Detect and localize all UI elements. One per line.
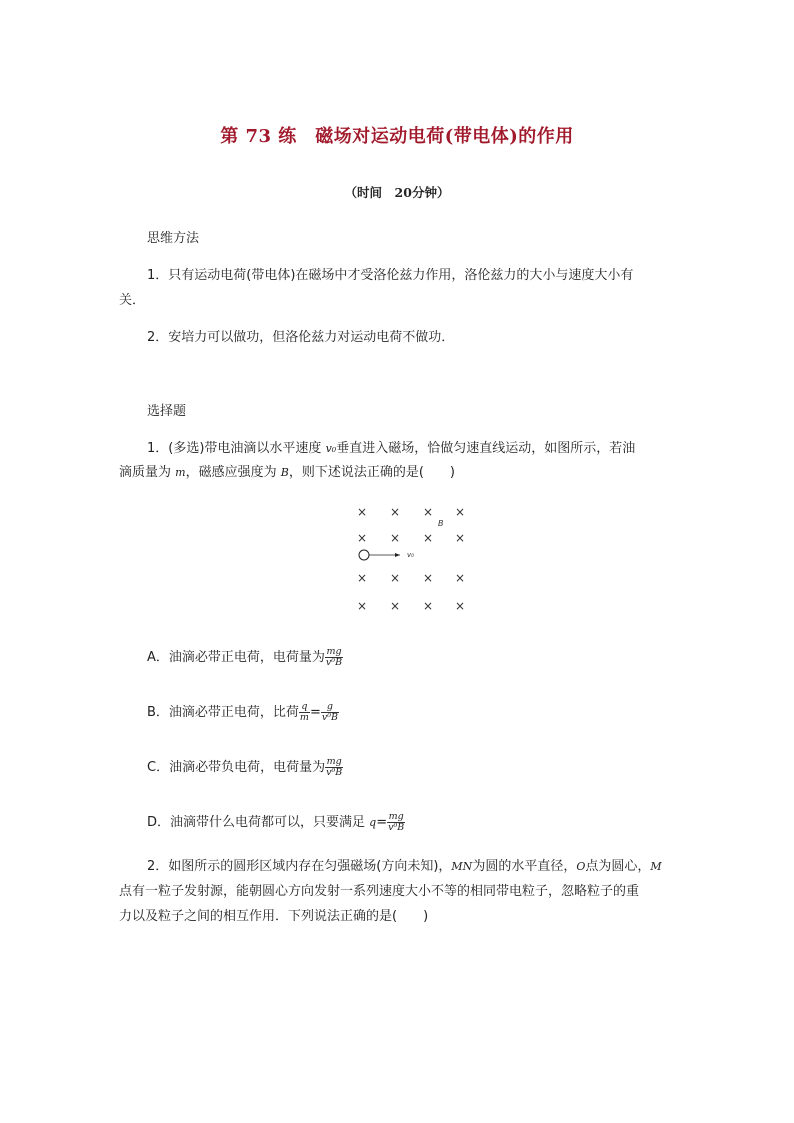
- q2-line-3: 力以及粒子之间的相互作用．下列说法正确的是( ): [119, 909, 429, 924]
- option-d-equals: =: [376, 815, 388, 830]
- field-cross: ×: [389, 531, 401, 545]
- field-cross: ×: [422, 599, 434, 613]
- page-title: 第 73 练 磁场对运动电荷(带电体)的作用: [220, 126, 574, 147]
- method-point-2: 2．安培力可以做功，但洛伦兹力对运动电荷不做功．: [147, 330, 455, 345]
- methods-heading: 思维方法: [147, 231, 200, 246]
- q1-option-c: [147, 757, 343, 778]
- velocity-label: v₀: [407, 551, 414, 559]
- field-cross: ×: [389, 571, 401, 585]
- q1-field-var: B: [280, 466, 289, 479]
- q1-line-2-part-b: ，磁感应强度为: [185, 465, 281, 480]
- option-d-fraction: [387, 812, 405, 833]
- field-cross: ×: [422, 571, 434, 585]
- field-cross: ×: [454, 505, 466, 519]
- option-c-text: C．油滴必带负电荷，电荷量为: [147, 760, 326, 775]
- option-c-fraction: [325, 757, 343, 778]
- field-cross: ×: [356, 531, 368, 545]
- q2-line-1: [147, 857, 662, 877]
- fraction-denominator: v⁰B: [325, 657, 343, 668]
- fraction-numerator: mg: [388, 811, 404, 822]
- field-cross: ×: [356, 505, 368, 519]
- q2-line-1-part-a: 2．如图所示的圆形区域内存在匀强磁场(方向未知)，: [147, 859, 452, 874]
- method-point-1-line-2: 关．: [119, 293, 146, 308]
- fraction-numerator: mg: [326, 646, 342, 657]
- option-b-rhs-fraction: [321, 702, 339, 723]
- field-cross: ×: [356, 599, 368, 613]
- q1-line-1-part-b: 垂直进入磁场，恰做匀速直线运动，如图所示，若油: [336, 441, 636, 456]
- time-note: （时间 20分钟）: [344, 185, 450, 200]
- field-cross: ×: [422, 531, 434, 545]
- field-cross: ×: [389, 599, 401, 613]
- q1-velocity-var: v₀: [325, 442, 337, 455]
- q2-line-2: 点有一粒子发射源，能朝圆心方向发射一系列速度大小不等的相同带电粒子，忽略粒子的重: [119, 884, 640, 899]
- q2-line-1-part-b: 为圆的水平直径，: [472, 859, 577, 874]
- q1-option-d: [147, 812, 405, 833]
- method-point-1-line-1: 1．只有运动电荷(带电体)在磁场中才受洛伦兹力作用，洛伦兹力的大小与速度大小有: [147, 268, 634, 283]
- fraction-denominator: m: [299, 712, 309, 723]
- field-cross: ×: [422, 505, 434, 519]
- option-b-equals: =: [309, 705, 321, 720]
- oil-drop: [359, 550, 369, 560]
- q2-diameter-var: MN: [451, 860, 473, 873]
- field-cross: ×: [356, 571, 368, 585]
- q1-option-b: [147, 702, 339, 723]
- field-cross: ×: [454, 531, 466, 545]
- q1-line-1-part-a: 1．(多选)带电油滴以水平速度: [147, 441, 326, 456]
- option-d-var: q: [369, 816, 377, 829]
- q1-line-2: [119, 463, 455, 483]
- q2-center-var: O: [576, 860, 586, 873]
- field-b-label: B: [438, 519, 444, 528]
- field-cross: ×: [389, 505, 401, 519]
- fraction-numerator: q: [299, 702, 310, 713]
- q1-mass-var: m: [175, 466, 186, 479]
- choice-heading: 选择题: [147, 404, 187, 419]
- q1-line-1: [147, 439, 635, 459]
- field-cross: ×: [454, 599, 466, 613]
- option-d-text: D．油滴带什么电荷都可以，只要满足: [147, 815, 370, 830]
- q2-point-m-var: M: [650, 860, 662, 873]
- q1-option-a: [147, 647, 343, 668]
- option-a-fraction: [325, 647, 343, 668]
- option-b-text: B．油滴必带正电荷，比荷: [147, 705, 299, 720]
- magnetic-field-figure: [340, 498, 490, 618]
- q1-line-2-part-c: ，则下述说法正确的是( ): [288, 465, 455, 480]
- q1-line-2-part-a: 滴质量为: [119, 465, 176, 480]
- arrow-head-icon: [395, 553, 400, 557]
- q2-line-1-part-c: 点为圆心，: [585, 859, 651, 874]
- option-a-text: A．油滴必带正电荷，电荷量为: [147, 650, 325, 665]
- fraction-numerator: mg: [326, 756, 342, 767]
- fraction-denominator: v⁰B: [321, 712, 339, 723]
- fraction-denominator: v⁰B: [388, 822, 405, 833]
- field-cross: ×: [454, 571, 466, 585]
- option-b-lhs-fraction: [299, 702, 310, 723]
- fraction-denominator: v⁰B: [326, 767, 343, 778]
- fraction-numerator: g: [321, 702, 339, 713]
